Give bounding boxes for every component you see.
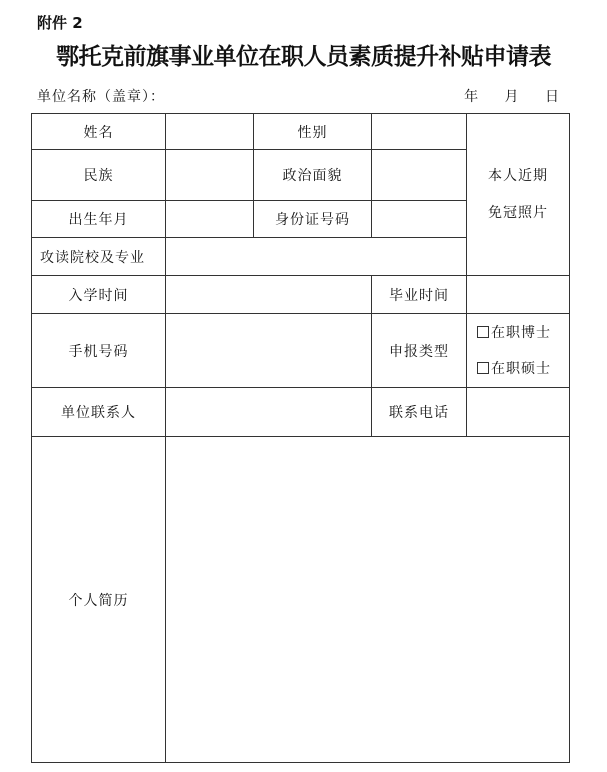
contact-phone-label: 联系电话 bbox=[372, 388, 467, 437]
name-label: 姓名 bbox=[32, 114, 166, 150]
resume-label: 个人简历 bbox=[32, 437, 166, 763]
contact-person-field[interactable] bbox=[166, 388, 372, 437]
name-field[interactable] bbox=[166, 114, 254, 150]
option-masters-label: 在职硕士 bbox=[491, 360, 551, 377]
date-line bbox=[444, 86, 560, 106]
checkbox-icon[interactable] bbox=[477, 326, 489, 338]
gender-field[interactable] bbox=[372, 114, 467, 150]
attachment-label: 附件 2 bbox=[37, 14, 83, 32]
option-phd-label: 在职博士 bbox=[491, 324, 551, 341]
ethnicity-label: 民族 bbox=[32, 150, 166, 201]
table-row bbox=[32, 276, 570, 314]
checkbox-icon[interactable] bbox=[477, 362, 489, 374]
option-phd[interactable] bbox=[467, 315, 569, 351]
political-status-label: 政治面貌 bbox=[254, 150, 372, 201]
enrollment-date-field[interactable] bbox=[166, 276, 372, 314]
phone-field[interactable] bbox=[166, 314, 372, 388]
id-number-field[interactable] bbox=[372, 201, 467, 238]
graduation-date-field[interactable] bbox=[467, 276, 570, 314]
unit-name-label: 单位名称（盖章）： bbox=[37, 89, 165, 105]
application-form-table bbox=[31, 113, 570, 763]
resume-field[interactable] bbox=[166, 437, 570, 763]
phone-label: 手机号码 bbox=[32, 314, 166, 388]
contact-person-label: 单位联系人 bbox=[32, 388, 166, 437]
enrollment-date-label: 入学时间 bbox=[32, 276, 166, 314]
birth-date-field[interactable] bbox=[166, 201, 254, 238]
id-number-label: 身份证号码 bbox=[254, 201, 372, 238]
contact-phone-field[interactable] bbox=[467, 388, 570, 437]
date-year: 年 bbox=[464, 89, 480, 105]
table-row bbox=[32, 437, 570, 763]
application-type-options bbox=[467, 314, 570, 388]
option-masters[interactable] bbox=[467, 351, 569, 387]
table-row bbox=[32, 114, 570, 150]
form-title: 鄂托克前旗事业单位在职人员素质提升补贴申请表 bbox=[56, 43, 551, 70]
application-type-label: 申报类型 bbox=[372, 314, 467, 388]
political-status-field[interactable] bbox=[372, 150, 467, 201]
school-major-field[interactable] bbox=[166, 238, 467, 276]
graduation-date-label: 毕业时间 bbox=[372, 276, 467, 314]
photo-text-line2: 免冠照片 bbox=[488, 204, 548, 221]
gender-label: 性别 bbox=[254, 114, 372, 150]
school-major-label: 攻读院校及专业 bbox=[32, 238, 166, 276]
table-row bbox=[32, 314, 570, 388]
ethnicity-field[interactable] bbox=[166, 150, 254, 201]
table-row bbox=[32, 388, 570, 437]
photo-text-line1: 本人近期 bbox=[488, 167, 548, 184]
date-month: 月 bbox=[504, 89, 520, 105]
birth-date-label: 出生年月 bbox=[32, 201, 166, 238]
date-day: 日 bbox=[545, 89, 560, 105]
photo-area[interactable] bbox=[467, 114, 570, 276]
